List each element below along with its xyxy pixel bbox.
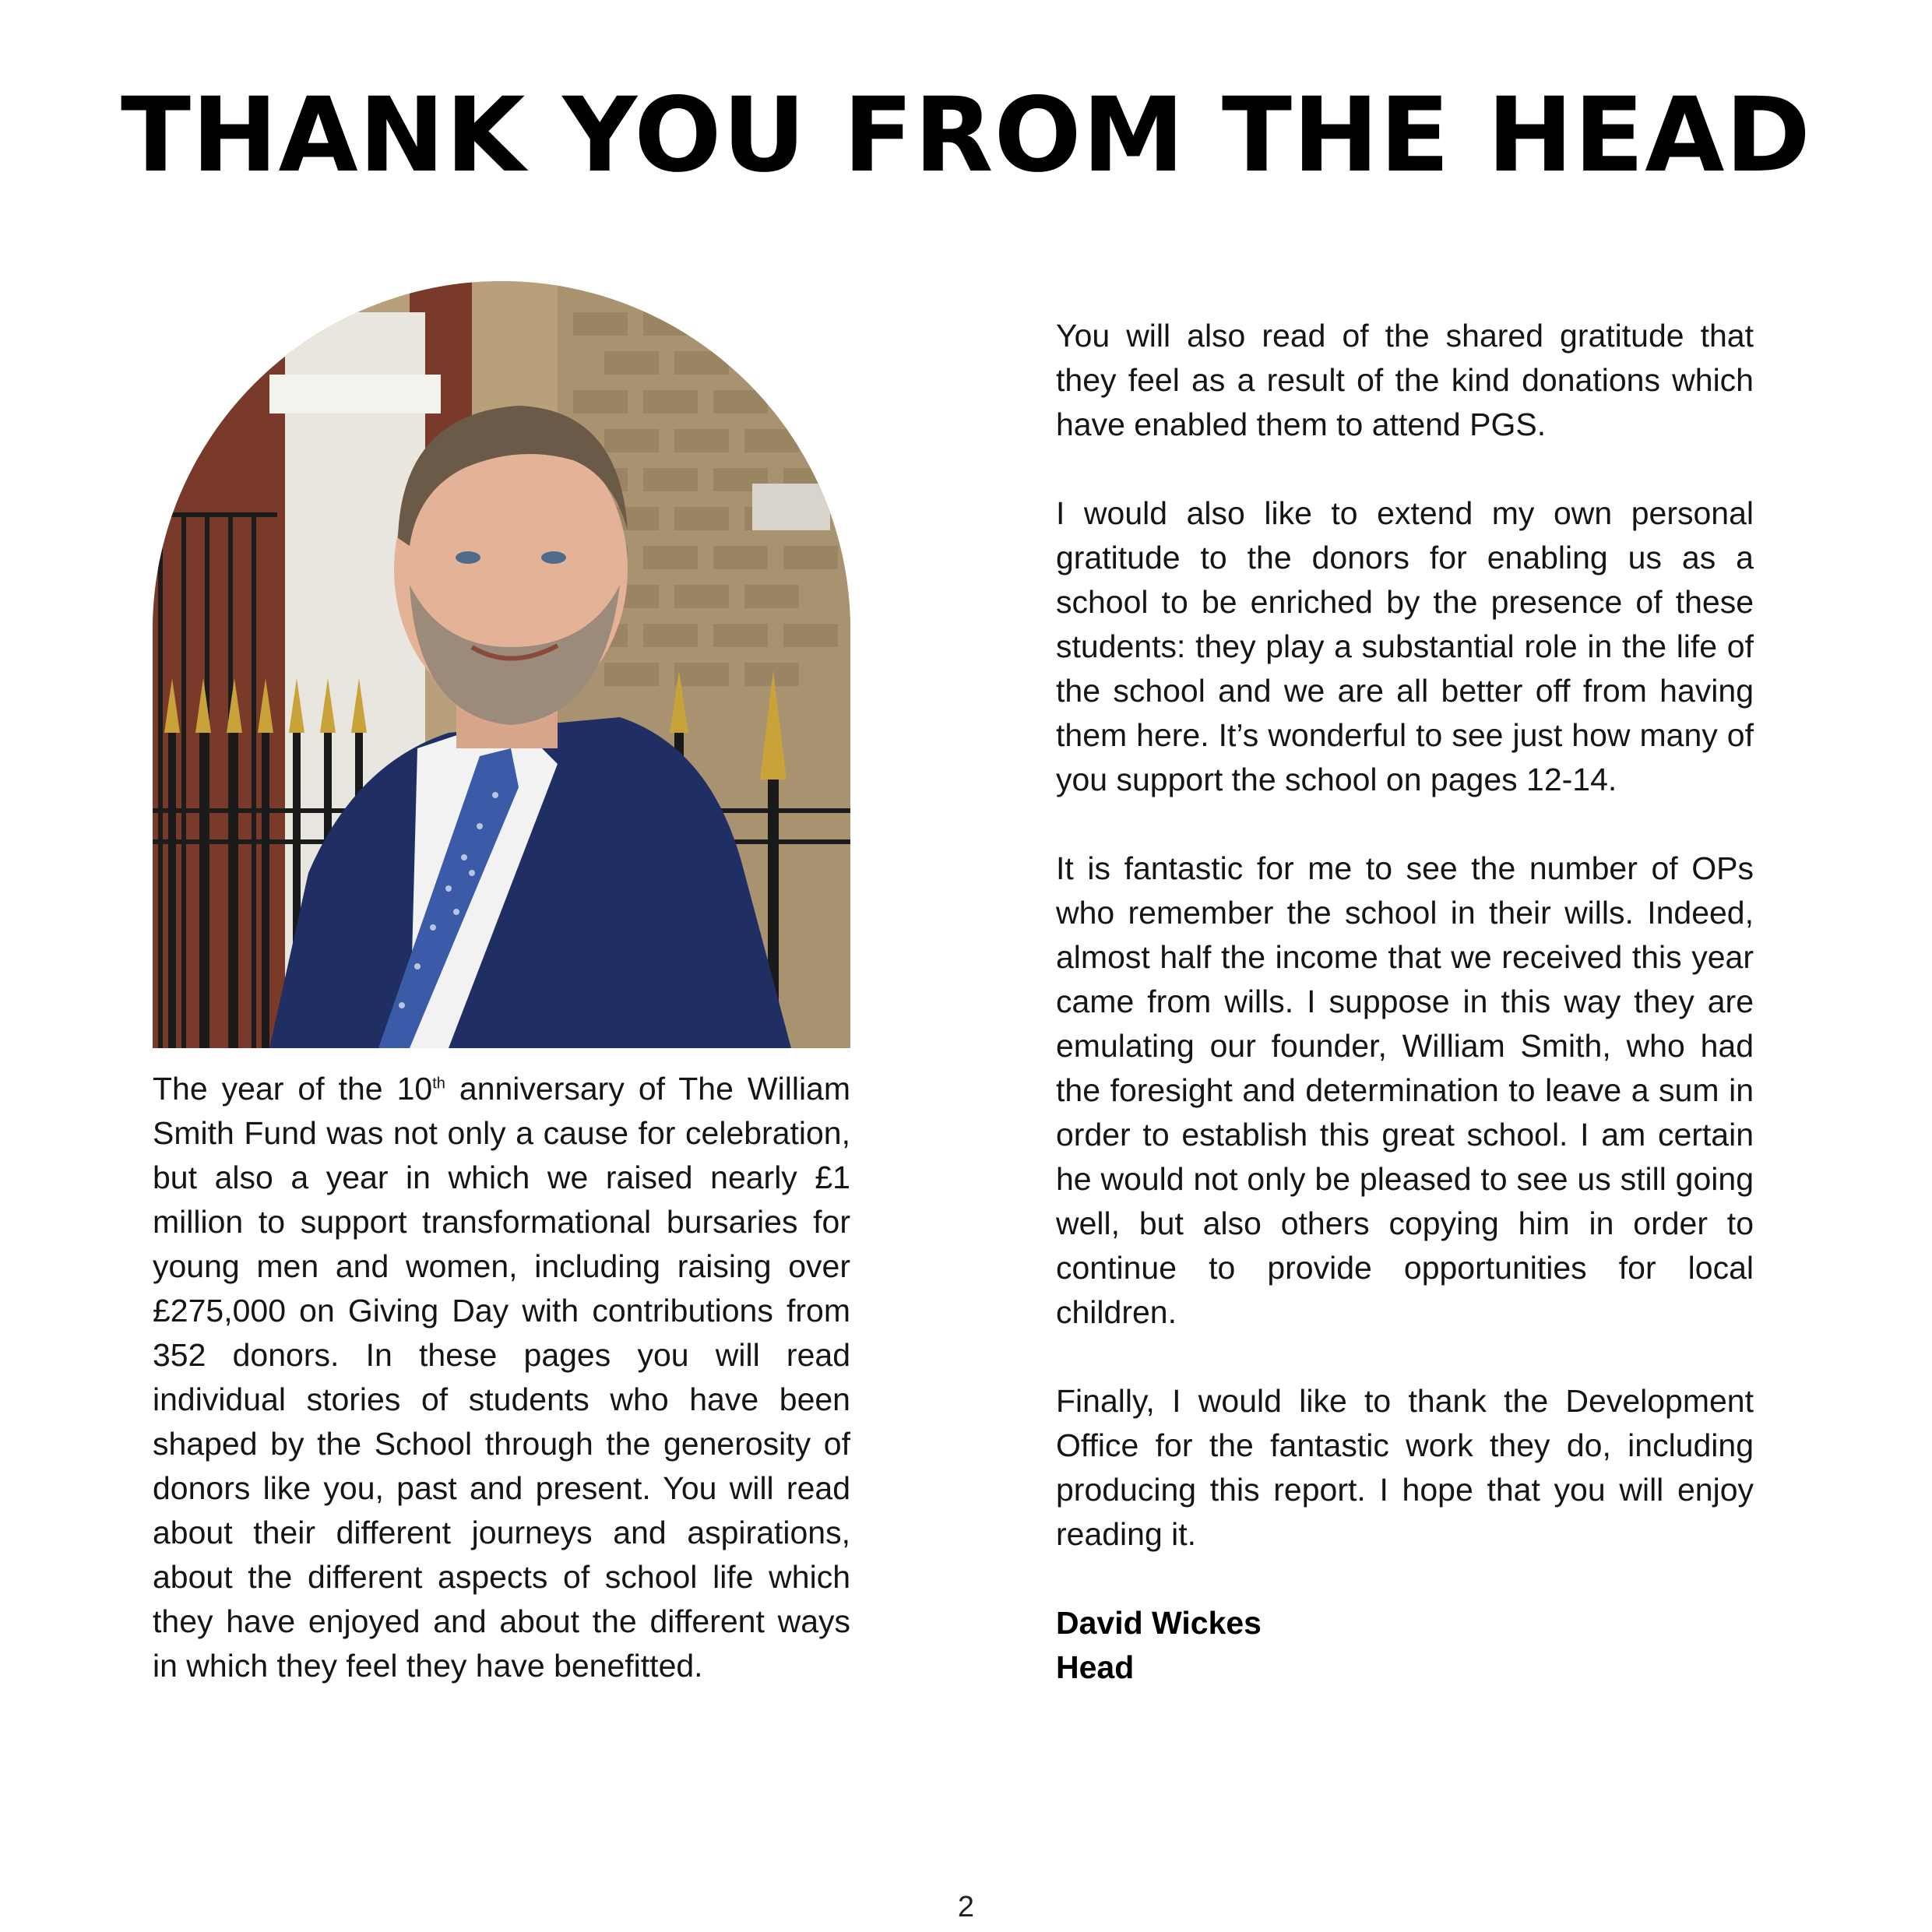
signature-name: David Wickes xyxy=(1056,1605,1262,1641)
page-number: 2 xyxy=(957,1891,975,1923)
paragraph-wills: It is fantastic for me to see the number of OPs who remember the school in their wills. Indeed, almost half the income that we received this year came from wills. I suppose in this way they are emulating our founder, William Smith, who had the foresight and determination to leave a sum in order to establish this great school. I am certain he would not only be pleased to see us still going well, but also others copying him in order to continue to provide opportunities for local children. xyxy=(1056,850,1754,1330)
right-column xyxy=(1056,314,1754,1690)
signature-block xyxy=(1056,1601,1754,1690)
intro-text-rest: anniversary of The William Smith Fund was not only a cause for celebration, but also a year in which we raised nearly £1 million to support transformational bursaries for young men and women, including raising over £275,000 on Giving Day with contributions from 352 donors. In these pages you will read individual stories of students who have been shaped by the School through the generosity of donors like you, past and present. You will read about their different journeys and aspirations, about the different aspects of school life which they have enjoyed and about the different ways in which they feel they have benefitted. xyxy=(153,1071,851,1684)
intro-paragraph xyxy=(153,1067,850,1688)
intro-text-start: The year of the 10 xyxy=(153,1071,433,1107)
paragraph-personal-gratitude: I would also like to extend my own personal gratitude to the donors for enabling us as a school to be enriched by the presence of these students: they play a substantial role in the life of the school and we are all better off from having them here. It’s wonderful to see just how many of you support the school on pages 12-14. xyxy=(1056,495,1754,797)
head-portrait-photo xyxy=(153,281,850,1048)
paragraph-thanks: Finally, I would like to thank the Development Office for the fantastic work they do, including producing this report. I hope that you will enjoy reading it. xyxy=(1056,1383,1754,1552)
paragraph-gratitude: You will also read of the shared gratitude that they feel as a result of the kind donations which have enabled them to attend PGS. xyxy=(1056,318,1754,442)
signature-role: Head xyxy=(1056,1649,1135,1685)
ordinal-suffix: th xyxy=(432,1075,445,1093)
page-title: THANK YOU FROM THE HEAD xyxy=(121,76,1811,195)
left-column xyxy=(153,1067,850,1688)
